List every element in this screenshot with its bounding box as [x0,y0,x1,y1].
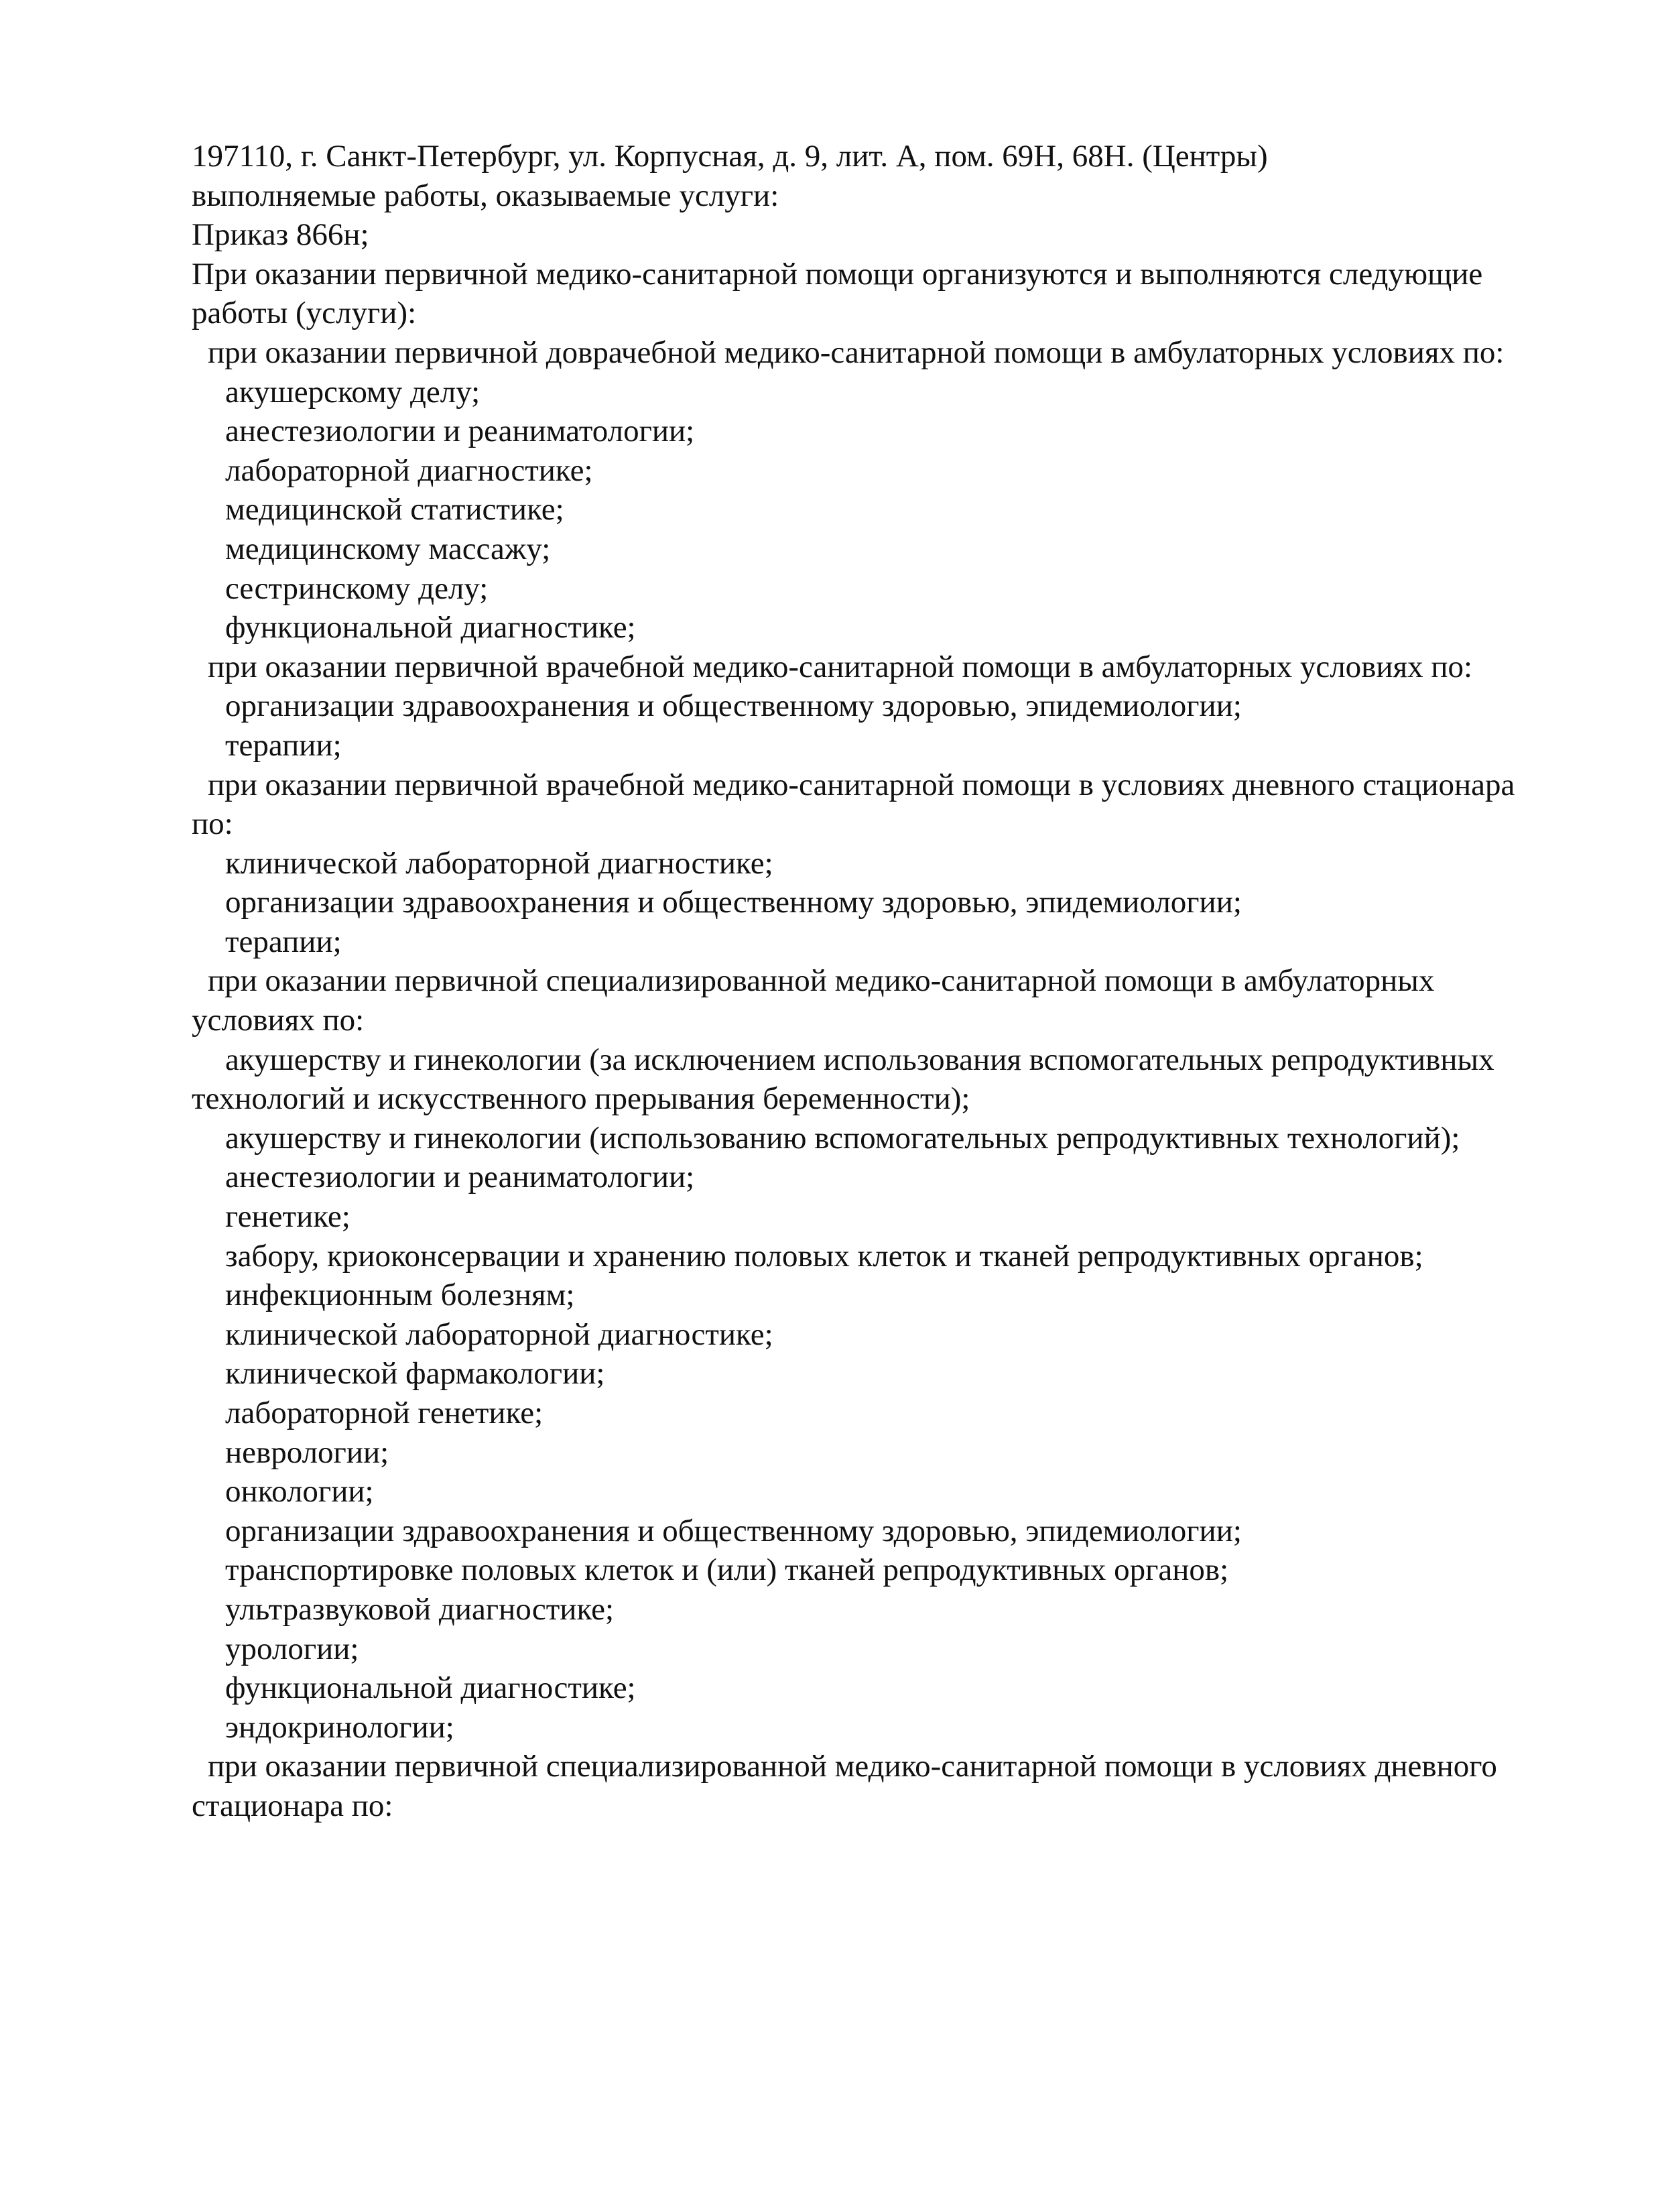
section-heading-line: при оказании первичной врачебной медико-санитарной помощи в условиях дневного стационара по: [192,767,1515,842]
list-item-line: акушерству и гинекологии (использованию вспомогательных репродуктивных технологий); [225,1120,1460,1156]
list-item-line: организации здравоохранения и общественному здоровью, эпидемиологии; [225,688,1242,724]
paragraph-line: При оказании первичной медико-санитарной помощи организуются и выполняются следующие работы (услуги): [192,256,1483,331]
list-item-line: сестринскому делу; [225,570,489,606]
section-heading-line: при оказании первичной специализированной медико-санитарной помощи в амбулаторных условиях по: [192,963,1435,1038]
list-item-line: транспортировке половых клеток и (или) тканей репродуктивных органов; [225,1552,1229,1588]
list-item-line: акушерству и гинекологии (за исключением использования вспомогательных репродуктивных технологий и искусственного прерывания беременности); [192,1042,1494,1117]
paragraph-line: 197110, г. Санкт-Петербург, ул. Корпусная, д. 9, лит. А, пом. 69Н, 68Н. (Центры) [192,139,1268,174]
list-item-line: анестезиологии и реаниматологии; [225,414,695,449]
list-item-line: функциональной диагностике; [225,1670,636,1706]
list-item-line: терапии; [225,924,342,959]
list-item-line: эндокринологии; [225,1709,454,1745]
paragraph-line: выполняемые работы, оказываемые услуги: [192,178,779,213]
list-item-line: лабораторной диагностике; [225,452,593,488]
list-item-line: клинической фармакологии; [225,1356,605,1392]
list-item-line: забору, криоконсервации и хранению половых клеток и тканей репродуктивных органов; [225,1238,1423,1274]
section-heading-line: при оказании первичной специализированной медико-санитарной помощи в условиях дневного стационара по: [192,1749,1497,1823]
list-item-line: терапии; [225,727,342,763]
list-item-line: клинической лабораторной диагностике; [225,845,773,881]
document-body [192,137,1559,1826]
list-item-line: генетике; [225,1199,350,1235]
list-item-line: ультразвуковой диагностике; [225,1591,615,1627]
paragraph-line: Приказ 866н; [192,217,369,253]
list-item-line: урологии; [225,1631,359,1666]
list-item-line: анестезиологии и реаниматологии; [225,1160,695,1195]
list-item-line: неврологии; [225,1434,389,1470]
list-item-line: медицинской статистике; [225,492,564,528]
list-item-line: лабораторной генетике; [225,1396,544,1430]
list-item-line: функциональной диагностике; [225,610,636,646]
list-item-line: инфекционным болезням; [225,1278,575,1313]
list-item-line: клинической лабораторной диагностике; [225,1316,773,1352]
list-item-line: акушерскому делу; [225,374,481,410]
section-heading-line: при оказании первичной доврачебной медико-санитарной помощи в амбулаторных условиях по: [208,334,1505,370]
list-item-line: организации здравоохранения и общественному здоровью, эпидемиологии; [225,1513,1242,1548]
list-item-line: организации здравоохранения и общественному здоровью, эпидемиологии; [225,885,1242,920]
list-item-line: онкологии; [225,1474,374,1510]
section-heading-line: при оказании первичной врачебной медико-санитарной помощи в амбулаторных условиях по: [208,649,1473,684]
list-item-line: медицинскому массажу; [225,531,551,566]
